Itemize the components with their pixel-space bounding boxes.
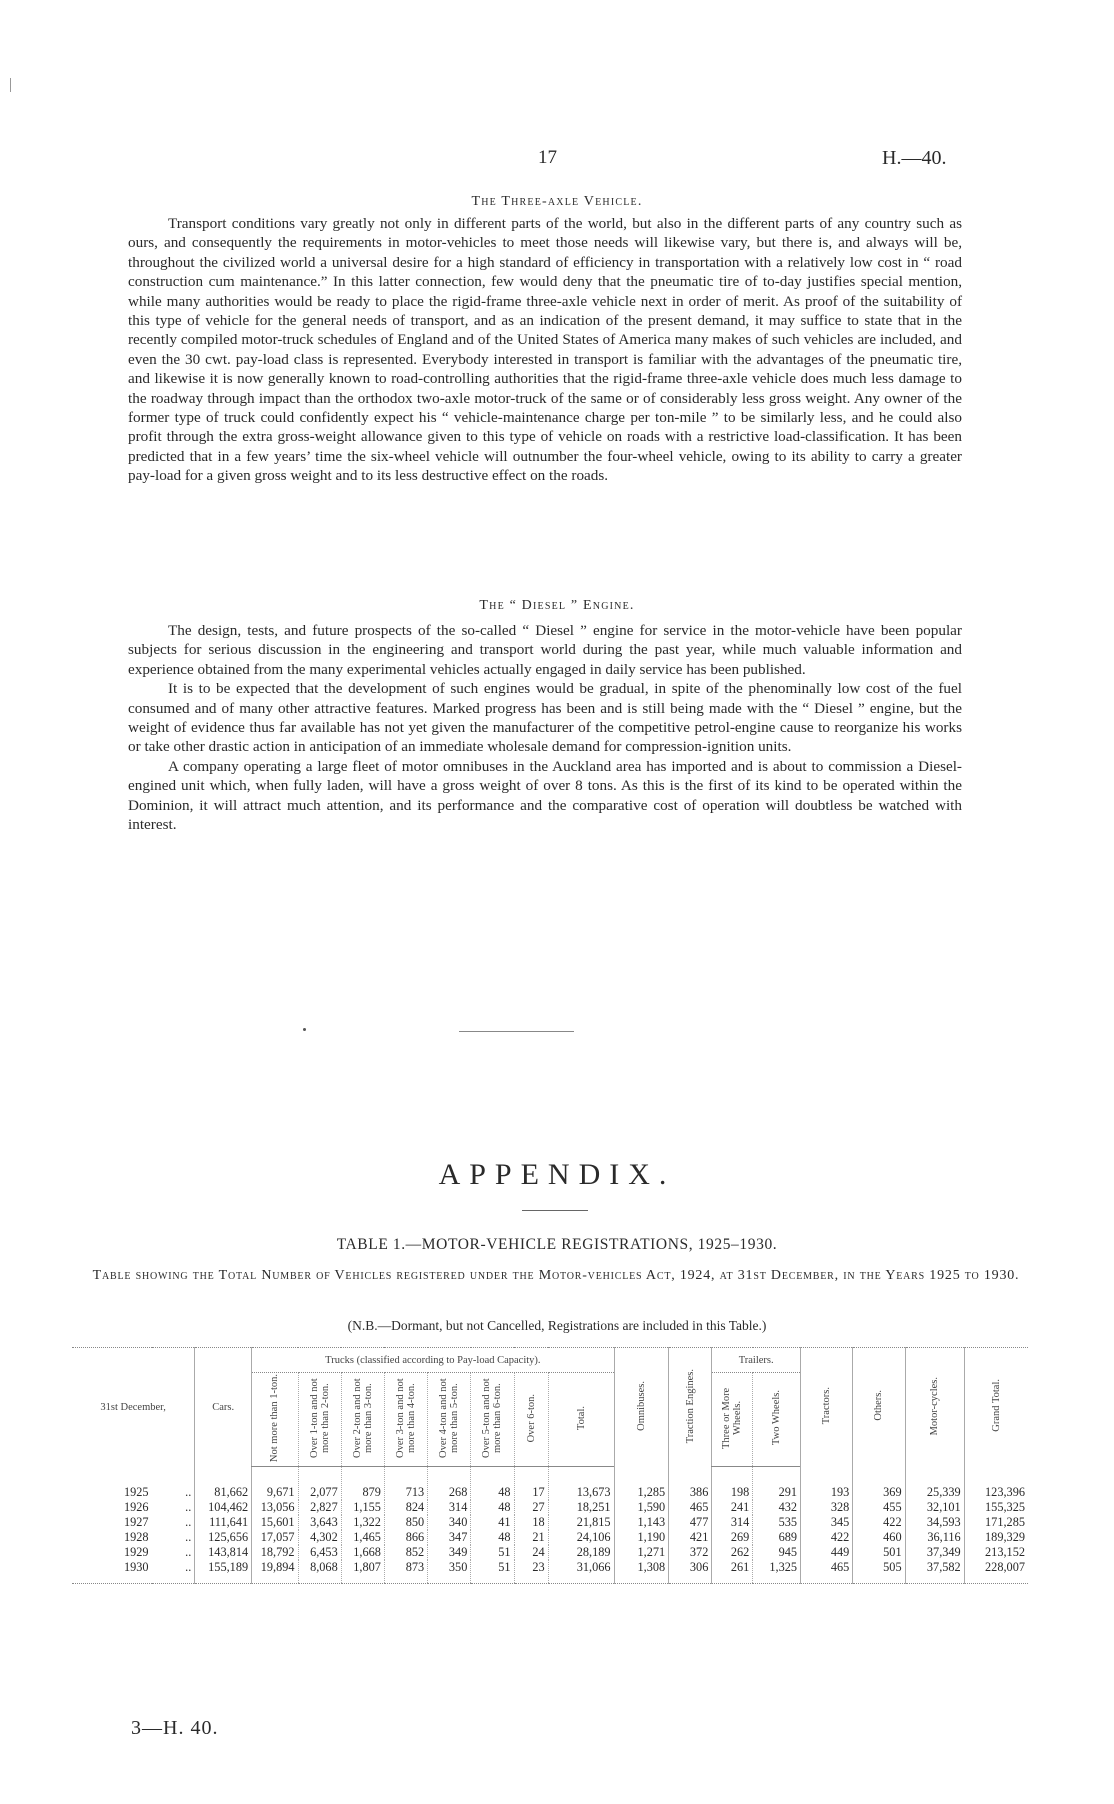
cell-t4: 850 <box>384 1515 427 1530</box>
cell-traction: 465 <box>669 1500 712 1515</box>
cell-omnibuses: 1,271 <box>614 1545 669 1560</box>
cell-dots: .. <box>152 1560 195 1584</box>
cell-total: 21,815 <box>548 1515 614 1530</box>
cell-motorcycles: 25,339 <box>905 1467 964 1501</box>
cell-tractors: 328 <box>801 1500 853 1515</box>
col-header-date: 31st December, <box>72 1348 195 1467</box>
cell-t5: 314 <box>428 1500 471 1515</box>
cell-t3: 1,807 <box>341 1560 384 1584</box>
cell-year: 1927 <box>123 1515 149 1529</box>
cell-t2: 4,302 <box>298 1530 341 1545</box>
cell-t5: 347 <box>428 1530 471 1545</box>
appendix-rule <box>522 1210 588 1211</box>
section-title-three-axle: The Three-axle Vehicle. <box>471 194 643 209</box>
cell-others: 460 <box>853 1530 905 1545</box>
col-header-truck-total: Total. <box>548 1373 614 1467</box>
cell-others: 369 <box>853 1467 905 1501</box>
cell-t3: 1,465 <box>341 1530 384 1545</box>
cell-tr2: 291 <box>753 1467 801 1501</box>
col-header-trailers-2: Two Wheels. <box>753 1373 801 1467</box>
cell-traction: 386 <box>669 1467 712 1501</box>
cell-t6: 51 <box>471 1545 514 1560</box>
cell-dots: .. <box>185 1484 192 1499</box>
cell-t4: 852 <box>384 1545 427 1560</box>
cell-grand-total: 228,007 <box>964 1560 1028 1584</box>
cell-cars: 125,656 <box>195 1530 252 1545</box>
cell-others: 455 <box>853 1500 905 1515</box>
document-code: H.—40. <box>882 147 947 169</box>
cell-cars: 81,662 <box>195 1467 252 1501</box>
cell-cars: 104,462 <box>195 1500 252 1515</box>
table-row <box>72 1560 1028 1584</box>
cell-t5: 349 <box>428 1545 471 1560</box>
cell-grand-total: 189,329 <box>964 1530 1028 1545</box>
col-header-cars: Cars. <box>195 1348 252 1467</box>
paragraph: The design, tests, and future prospects of the so-called “ Diesel ” engine for service in the motor-vehicle have been popular subjects for serious discussion in the engineering and transport world during the past year, while much valuable information and experience obtained from the many experimental vehicles actually engaged in daily service has been published. <box>128 622 962 678</box>
cell-t5: 350 <box>428 1560 471 1584</box>
cell-year: 1929 <box>123 1545 149 1559</box>
col-header-trailers-3: Three or More Wheels. <box>712 1373 753 1467</box>
cell-t6: 48 <box>471 1530 514 1545</box>
cell-motorcycles: 32,101 <box>905 1500 964 1515</box>
section-divider <box>459 1031 574 1032</box>
cell-t7: 24 <box>514 1545 548 1560</box>
registrations-table <box>72 1347 1028 1584</box>
cell-traction: 477 <box>669 1515 712 1530</box>
col-header-tractors: Tractors. <box>801 1348 853 1467</box>
cell-others: 422 <box>853 1515 905 1530</box>
table-subtitle: Table showing the Total Number of Vehicles registered under the Motor-vehicles Act, 1924, at 31st December, in the Years 1925 to 1930. <box>92 1268 1020 1283</box>
cell-motorcycles: 37,349 <box>905 1545 964 1560</box>
table-note: (N.B.—Dormant, but not Cancelled, Registrations are included in this Table.) <box>347 1318 767 1333</box>
cell-t5: 340 <box>428 1515 471 1530</box>
cell-cars: 155,189 <box>195 1560 252 1584</box>
table-row <box>72 1530 1028 1545</box>
cell-tr2: 1,325 <box>753 1560 801 1584</box>
section-body-three-axle <box>128 214 962 486</box>
col-header-omnibuses: Omnibuses. <box>614 1348 669 1467</box>
paragraph: It is to be expected that the development of such engines would be gradual, in spite of the phenominally low cost of the fuel consumed and of many other attractive features. Marked progress has been and is still being made with the “ Diesel ” engine, but the weight of evidence thus far available has not yet given the manufacturer of the competitive petrol-engine cause to reorganize his works or take other drastic action in anticipation of an immediate wholesale demand for compression-ignition units. <box>128 680 962 756</box>
cell-others: 505 <box>853 1560 905 1584</box>
table-row <box>72 1545 1028 1560</box>
cell-grand-total: 123,396 <box>964 1467 1028 1501</box>
section-body-diesel <box>128 621 962 834</box>
cell-tr3: 261 <box>712 1560 753 1584</box>
cell-omnibuses: 1,308 <box>614 1560 669 1584</box>
cell-omnibuses: 1,590 <box>614 1500 669 1515</box>
col-header-truck-3: Over 2-ton and not more than 3-ton. <box>341 1373 384 1467</box>
cell-tr3: 314 <box>712 1515 753 1530</box>
cell-traction: 421 <box>669 1530 712 1545</box>
table-row <box>72 1500 1028 1515</box>
cell-t3: 1,668 <box>341 1545 384 1560</box>
cell-tractors: 422 <box>801 1530 853 1545</box>
col-header-truck-7: Over 6-ton. <box>514 1373 548 1467</box>
cell-t6: 48 <box>471 1467 514 1501</box>
col-header-motorcycles: Motor-cycles. <box>905 1348 964 1467</box>
cell-t3: 879 <box>341 1467 384 1501</box>
cell-dots: .. <box>185 1530 192 1544</box>
cell-grand-total: 171,285 <box>964 1515 1028 1530</box>
cell-omnibuses: 1,143 <box>614 1515 669 1530</box>
cell-total: 18,251 <box>548 1500 614 1515</box>
cell-motorcycles: 37,582 <box>905 1560 964 1584</box>
cell-t5: 268 <box>428 1467 471 1501</box>
col-header-truck-1: Not more than 1-ton. <box>252 1373 298 1467</box>
cell-t7: 27 <box>514 1500 548 1515</box>
cell-tr2: 432 <box>753 1500 801 1515</box>
cell-t3: 1,322 <box>341 1515 384 1530</box>
cell-omnibuses: 1,285 <box>614 1467 669 1501</box>
cell-t4: 824 <box>384 1500 427 1515</box>
table-row <box>72 1467 1028 1501</box>
cell-t2: 6,453 <box>298 1545 341 1560</box>
col-group-trailers: Trailers. <box>712 1348 801 1373</box>
cell-t7: 17 <box>514 1467 548 1501</box>
cell-t2: 3,643 <box>298 1515 341 1530</box>
cell-t2: 8,068 <box>298 1560 341 1584</box>
cell-grand-total: 155,325 <box>964 1500 1028 1515</box>
paragraph: Transport conditions vary greatly not only in different parts of the world, but also in the different parts of any country such as ours, and consequently the requirements in motor-vehicles to meet those needs will likewise vary, but there is, and always will be, throughout the civilized world a universal desire for a high standard of efficiency in transportation with a relatively low cost in “ road construction cum maintenance.” In this latter connection, few would deny that the pneumatic tire of to-day justifies special mention, while many authorities would be ready to place the rigid-frame three-axle vehicle next in order of merit. As proof of the suitability of this type of vehicle for the general needs of transport, and as an indication of the present demand, it may suffice to state that in the recently compiled motor-truck schedules of England and of the United States of America many makes of such vehicles are included, and even the 30 cwt. pay-load class is represented. Everybody interested in transport is familiar with the advantages of the pneumatic tire, and likewise it is now generally known to road-controlling authorities that the rigid-frame three-axle vehicle does much less damage to the roadway through impact than the orthodox two-axle motor-truck of the same or of considerably less gross weight. Any owner of the former type of truck could confidently expect his “ vehicle-maintenance charge per ton-mile ” to be similarly less, and he could also profit through the extra gross-weight allowance given to this type of vehicle on roads with a restrictive load-classification. It has been predicted that in a few years’ time the six-wheel vehicle will outnumber the four-wheel vehicle, owing to its ability to carry a greater pay-load for a given gross weight and to its less destructive effect on the roads. <box>128 215 962 485</box>
cell-year: 1930 <box>72 1560 152 1584</box>
cell-traction: 372 <box>669 1545 712 1560</box>
cell-total: 28,189 <box>548 1545 614 1560</box>
cell-cars: 143,814 <box>195 1545 252 1560</box>
cell-t1: 9,671 <box>252 1467 298 1501</box>
cell-tr2: 689 <box>753 1530 801 1545</box>
cell-tr2: 535 <box>753 1515 801 1530</box>
cell-t6: 51 <box>471 1560 514 1584</box>
cell-year: 1928 <box>123 1530 149 1544</box>
cell-t3: 1,155 <box>341 1500 384 1515</box>
cell-t4: 866 <box>384 1530 427 1545</box>
cell-others: 501 <box>853 1545 905 1560</box>
cell-t2: 2,827 <box>298 1500 341 1515</box>
cell-t7: 18 <box>514 1515 548 1530</box>
cell-t1: 19,894 <box>252 1560 298 1584</box>
cell-t1: 15,601 <box>252 1515 298 1530</box>
cell-traction: 306 <box>669 1560 712 1584</box>
cell-tr3: 198 <box>712 1467 753 1501</box>
section-title-diesel: The “ Diesel ” Engine. <box>479 598 635 613</box>
cell-tr3: 269 <box>712 1530 753 1545</box>
col-header-others: Others. <box>853 1348 905 1467</box>
cell-t1: 18,792 <box>252 1545 298 1560</box>
cell-t1: 13,056 <box>252 1500 298 1515</box>
margin-mark <box>10 78 11 92</box>
page-signature: 3—H. 40. <box>131 1717 219 1739</box>
col-header-truck-5: Over 4-ton and not more than 5-ton. <box>428 1373 471 1467</box>
cell-cars: 111,641 <box>195 1515 252 1530</box>
cell-t7: 23 <box>514 1560 548 1584</box>
cell-tractors: 465 <box>801 1560 853 1584</box>
cell-tractors: 193 <box>801 1467 853 1501</box>
col-header-grand-total: Grand Total. <box>964 1348 1028 1467</box>
cell-tr3: 241 <box>712 1500 753 1515</box>
paragraph: A company operating a large fleet of motor omnibuses in the Auckland area has imported and is about to commission a Diesel-engined unit which, when fully laden, will have a gross weight of over 8 tons. As this is the first of its kind to be operated within the Dominion, it will attract much attention, and its performance and the comparative cost of operation will doubtless be watched with interest. <box>128 757 962 834</box>
cell-tr2: 945 <box>753 1545 801 1560</box>
cell-t7: 21 <box>514 1530 548 1545</box>
cell-total: 13,673 <box>548 1467 614 1501</box>
col-header-traction: Traction Engines. <box>669 1348 712 1467</box>
col-header-truck-4: Over 3-ton and not more than 4-ton. <box>384 1373 427 1467</box>
cell-omnibuses: 1,190 <box>614 1530 669 1545</box>
cell-t4: 713 <box>384 1467 427 1501</box>
cell-t6: 48 <box>471 1500 514 1515</box>
cell-grand-total: 213,152 <box>964 1545 1028 1560</box>
cell-dots: .. <box>185 1545 192 1559</box>
col-group-trucks: Trucks (classified according to Pay-load Capacity). <box>252 1348 614 1373</box>
cell-t4: 873 <box>384 1560 427 1584</box>
cell-total: 24,106 <box>548 1530 614 1545</box>
cell-year: 1925 <box>123 1484 149 1499</box>
cell-tractors: 345 <box>801 1515 853 1530</box>
stray-dot <box>303 1028 306 1031</box>
page-number: 17 <box>538 147 557 168</box>
cell-tractors: 449 <box>801 1545 853 1560</box>
cell-year: 1926 <box>123 1500 149 1514</box>
table-row <box>72 1515 1028 1530</box>
cell-t1: 17,057 <box>252 1530 298 1545</box>
appendix-heading: APPENDIX. <box>438 1158 676 1191</box>
cell-t6: 41 <box>471 1515 514 1530</box>
cell-dots: .. <box>185 1515 192 1529</box>
cell-total: 31,066 <box>548 1560 614 1584</box>
col-header-truck-6: Over 5-ton and not more than 6-ton. <box>471 1373 514 1467</box>
cell-motorcycles: 34,593 <box>905 1515 964 1530</box>
table-title: TABLE 1.—MOTOR-VEHICLE REGISTRATIONS, 1925–1930. <box>336 1236 778 1253</box>
cell-dots: .. <box>185 1500 192 1514</box>
col-header-truck-2: Over 1-ton and not more than 2-ton. <box>298 1373 341 1467</box>
cell-t2: 2,077 <box>298 1467 341 1501</box>
cell-tr3: 262 <box>712 1545 753 1560</box>
cell-motorcycles: 36,116 <box>905 1530 964 1545</box>
